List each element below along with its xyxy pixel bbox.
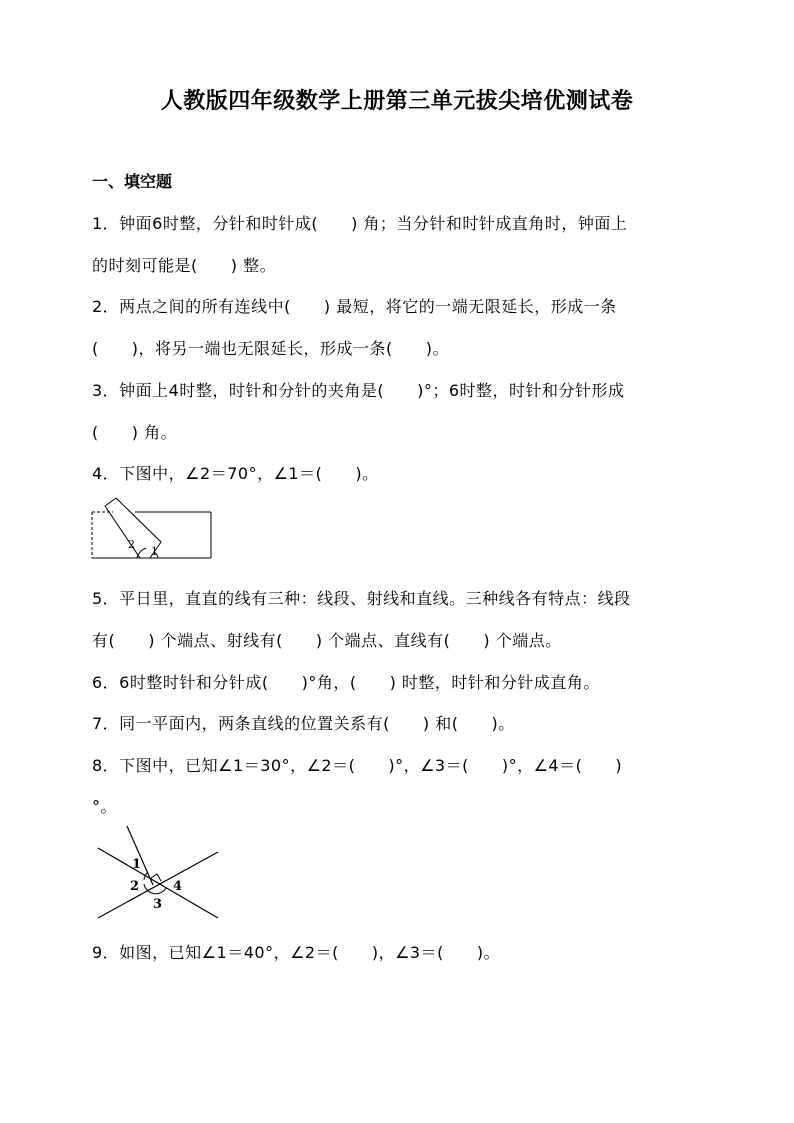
figure-q8-label-4: 4 [173,879,183,894]
figure-q4-label-2: 2 [128,538,135,551]
question-8-line-1: 8．下图中，已知∠1＝30°，∠2＝( )°，∠3＝( )°，∠4＝( ) [92,756,623,775]
question-6-line: 6．6时整时针和分针成( )°角，( ) 时整，时针和分针成直角。 [92,673,600,692]
question-5-line-2: 有( ) 个端点、射线有( ) 个端点、直线有( ) 个端点。 [92,631,562,650]
figure-q8-intersecting-lines [94,822,224,922]
question-2-line-2: ( )，将另一端也无限延长，形成一条( )。 [92,339,449,358]
figure-q8-label-1: 1 [132,857,142,872]
figure-q4-folded-rectangle [88,496,218,562]
question-1-line-2: 的时刻可能是( ) 整。 [92,256,277,275]
question-9-line: 9．如图，已知∠1＝40°，∠2＝( )，∠3＝( )。 [92,943,501,962]
section-heading: 一、填空题 [92,172,173,191]
figure-q8-label-3: 3 [153,897,163,912]
question-7-line: 7．同一平面内，两条直线的位置关系有( ) 和( )。 [92,714,515,733]
question-4-line: 4．下图中，∠2＝70°，∠1＝( )。 [92,464,379,483]
question-3-line-1: 3．钟面上4时整，时针和分针的夹角是( )°；6时整，时针和分针形成 [92,381,625,400]
figure-q8-label-2: 2 [130,879,140,894]
question-3-line-2: ( ) 角。 [92,423,178,442]
question-5-line-1: 5．平日里，直直的线有三种：线段、射线和直线。三种线各有特点：线段 [92,589,631,608]
question-2-line-1: 2．两点之间的所有连线中( ) 最短，将它的一端无限延长，形成一条 [92,297,617,316]
figure-q4-label-1: 1 [151,545,158,558]
page-title: 人教版四年级数学上册第三单元拔尖培优测试卷 [160,88,634,114]
question-8-line-2: °。 [92,797,118,816]
question-1-line-1: 1．钟面6时整，分针和时针成( ) 角；当分针和时针成直角时，钟面上 [92,214,628,233]
